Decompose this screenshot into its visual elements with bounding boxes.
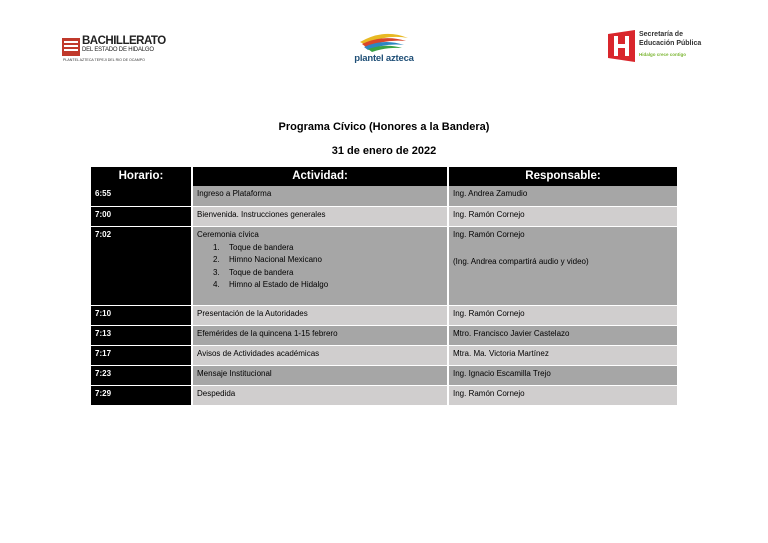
list-item-text: Himno Nacional Mexicano <box>229 255 322 264</box>
sep-h-icon <box>608 30 635 62</box>
list-item-text: Toque de bandera <box>229 267 294 277</box>
sep-tagline: Hidalgo crece contigo <box>639 52 687 57</box>
row-responsible: Ing. Ramón Cornejo <box>448 306 677 326</box>
row-responsible: Ing. Ramón Cornejo <box>448 386 677 406</box>
bachillerato-emblem-icon <box>62 36 82 58</box>
list-item-text: Himno al Estado de Hidalgo <box>229 280 329 289</box>
header-actividad: Actividad: <box>192 167 448 186</box>
list-item: 2. Himno Nacional Mexicano <box>213 255 322 264</box>
row-time: 7:23 <box>91 366 192 386</box>
ceremony-sublist <box>197 242 443 292</box>
table-row <box>91 326 677 346</box>
plantel-azteca-logo <box>344 32 424 68</box>
row-time: 7:02 <box>91 227 192 306</box>
bachillerato-subtitle: DEL ESTADO DE HIDALGO <box>82 47 154 53</box>
sep-line2: Educación Pública <box>639 40 702 47</box>
row-time: 7:10 <box>91 306 192 326</box>
azteca-label: plantel azteca <box>354 53 414 64</box>
row-time: 7:29 <box>91 386 192 406</box>
row-responsible: Ing. Ramón Cornejo <box>448 207 677 227</box>
row-activity: Ingreso a Plataforma <box>192 186 448 207</box>
table-row <box>91 207 677 227</box>
table-row <box>91 186 677 207</box>
header-responsable: Responsable: <box>448 167 677 186</box>
list-item: 4. Himno al Estado de Hidalgo <box>213 280 329 289</box>
bachillerato-plantel: PLANTEL AZTECA TEPEJI DEL RIO DE OCAMPO <box>63 58 145 62</box>
header-horario: Horario: <box>91 167 192 186</box>
row-activity <box>192 227 448 306</box>
row-time: 6:55 <box>91 186 192 207</box>
row-responsible <box>448 227 677 306</box>
row-responsible: Mtra. Ma. Victoria Martínez <box>448 346 677 366</box>
row-time: 7:00 <box>91 207 192 227</box>
row-activity: Efemérides de la quincena 1-15 febrero <box>192 326 448 346</box>
row-activity: Avisos de Actividades académicas <box>192 346 448 366</box>
bachillerato-logo <box>62 34 166 66</box>
table-row <box>91 386 677 406</box>
table-header-row <box>91 167 677 186</box>
responsible-name: Ing. Ramón Cornejo <box>453 230 525 239</box>
row-responsible: Ing. Ignacio Escamilla Trejo <box>448 366 677 386</box>
row-activity: Bienvenida. Instrucciones generales <box>192 207 448 227</box>
table-row <box>91 366 677 386</box>
table-row <box>91 346 677 366</box>
row-activity: Presentación de la Autoridades <box>192 306 448 326</box>
document-title: Programa Cívico (Honores a la Bandera) <box>278 121 490 133</box>
row-activity: Despedida <box>192 386 448 406</box>
azteca-swoosh-icon <box>358 32 410 52</box>
sep-line1: Secretaría de <box>639 31 683 38</box>
responsible-note: (Ing. Andrea compartirá audio y video) <box>453 256 589 266</box>
document-date: 31 de enero de 2022 <box>331 145 437 157</box>
row-responsible: Ing. Andrea Zamudio <box>448 186 677 207</box>
list-item: 3. Toque de bandera <box>213 267 294 277</box>
table-row <box>91 306 677 326</box>
table-row <box>91 227 677 306</box>
row-time: 7:17 <box>91 346 192 366</box>
row-activity: Mensaje Institucional <box>192 366 448 386</box>
list-item-text: Toque de bandera <box>229 242 294 252</box>
bachillerato-title: BACHILLERATO <box>82 35 166 47</box>
activity-title: Ceremonia cívica <box>197 230 259 239</box>
schedule-table <box>91 167 677 406</box>
row-time: 7:13 <box>91 326 192 346</box>
list-item: 1. Toque de bandera <box>213 242 294 252</box>
sep-logo <box>608 30 702 64</box>
row-responsible: Mtro. Francisco Javier Castelazo <box>448 326 677 346</box>
